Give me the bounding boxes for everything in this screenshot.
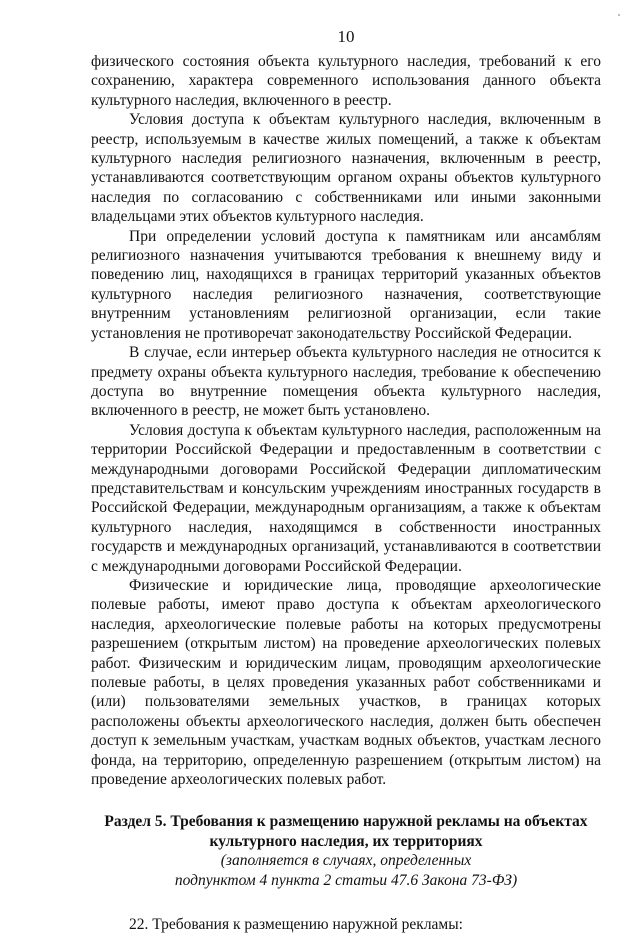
paragraph-access-residential-religious: Условия доступа к объектам культурного наследия, включенным в реестр, используемым в качестве жилых помещений, а также к объектам культурного наследия религиозного назначения, включенным в реестр, устанавливаются соответствующим органом охраны объектов культурного наследия по согласованию с собственниками или иными законными владельцами этих объектов культурного наследия. [91,111,601,226]
item-22-heading: 22. Требования к размещению наружной рекламы: [129,916,463,934]
page-number: 10 [337,27,355,46]
paragraph-archaeological-works: Физические и юридические лица, проводящие археологические полевые работы, имеют право доступа к объектам археологического наследия, археологические полевые работы на которых предусмотрены разрешением (открытым листом) на проведение археологических полевых работ. Физическим и юридическим лицам, проводящим археологические полевые работы, в целях проведения указанных работ собственниками и (или) пользователями земельных участков, в границах которых расположены объекты археологического наследия, должен быть обеспечен доступ к земельным участкам, участкам водных объектов, участкам лесного фонда, на территорию, определенную разрешением (открытым листом) на проведение археологических полевых работ. [91,576,601,789]
paragraph-continuation: физического состояния объекта культурного наследия, требований к его сохранению, характера современного использования данного объекта культурного наследия, включенного в реестр. [91,53,601,109]
section-5-note-line-2: подпунктом 4 пункта 2 статьи 47.6 Закона 73-ФЗ) [174,871,518,889]
paragraph-religious-monuments: При определении условий доступа к памятникам или ансамблям религиозного назначения учитываются требования к внешнему виду и поведению лиц, находящихся в границах территорий указанных объектов культурного наследия религиозного назначения, соответствующие внутренним установлениям религиозной организации, если такие установления не противоречат законодательству Российской Федерации. [91,227,601,342]
paragraph-diplomatic-objects: Условия доступа к объектам культурного наследия, расположенным на территории Российской Федерации и предоставленным в соответствии с международными договорами Российской Федерации дипломатическим представительствам и консульским учреждениям иностранных государств в Российской Федерации, международным организациям, а также к объектам культурного наследия, находящимся в собственности иностранных государств и международных организаций, устанавливаются в соответствии с международными договорами Российской Федерации. [91,421,601,575]
scan-speck [618,14,620,16]
section-5-note-line-1: (заполняется в случаях, определенных [220,852,472,870]
section-5-heading: Раздел 5. Требования к размещению наружной рекламы на объектах культурного наследия, их территориях [104,813,588,850]
paragraph-interior-access: В случае, если интерьер объекта культурного наследия не относится к предмету охраны объекта культурного наследия, требование к обеспечению доступа во внутренние помещения объекта культурного наследия, включенного в реестр, не может быть установлено. [91,344,601,420]
